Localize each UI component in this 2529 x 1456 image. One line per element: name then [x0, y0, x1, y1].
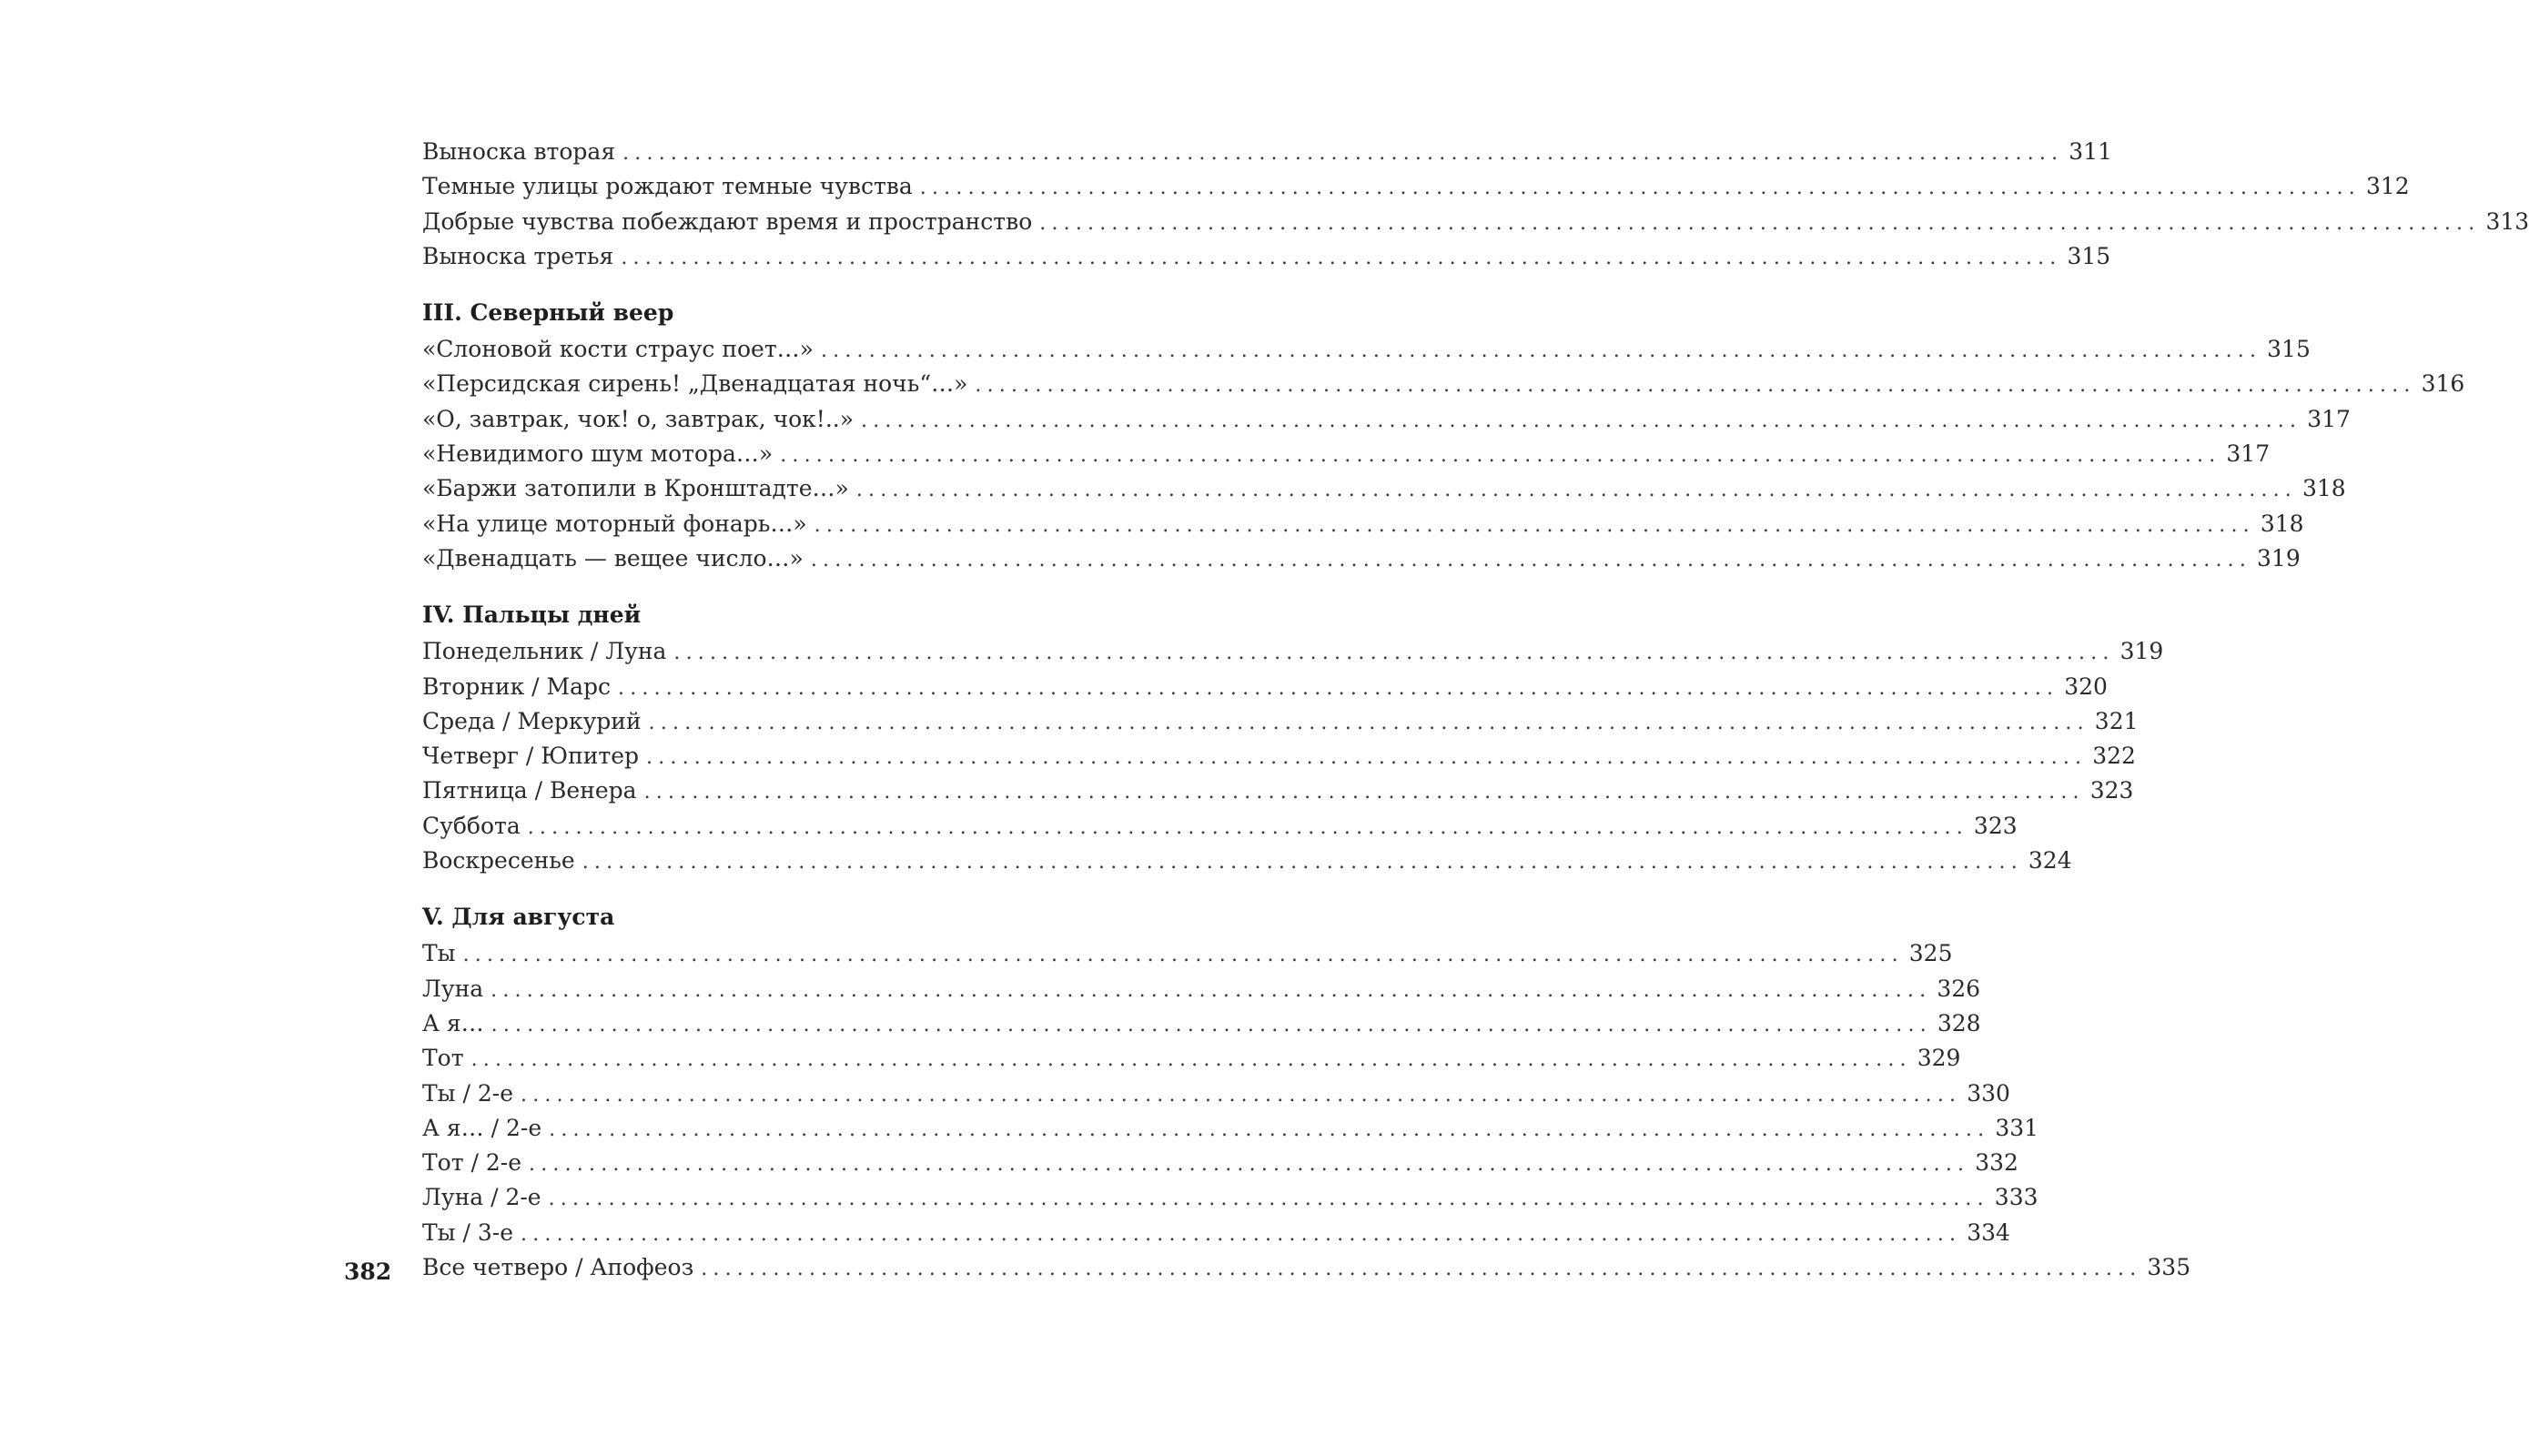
entry-title: Среда / Меркурий: [422, 704, 649, 739]
entry-title: Тот / 2-е: [422, 1146, 529, 1180]
toc-entry: [422, 774, 2134, 808]
toc-entry: [422, 367, 2465, 401]
entry-page: 328: [1937, 1009, 1981, 1036]
toc-entry: [422, 1006, 1981, 1041]
toc-entry: [422, 972, 1981, 1006]
leader-dots: ........................................................................................................................: [618, 676, 2059, 700]
leader-dots: ........................................................................................................................: [529, 1153, 1970, 1177]
leader-dots: ........................................................................................................................: [919, 177, 2361, 200]
leader-dots: ........................................................................................................................: [975, 374, 2416, 398]
leader-dots: ........................................................................................................................: [1039, 211, 2481, 235]
entry-title: Выноска третья: [422, 239, 621, 274]
leader-dots: ........................................................................................................................: [491, 978, 1932, 1002]
toc-entry: [422, 670, 2108, 704]
entry-page: 311: [2069, 138, 2113, 165]
toc-entry: [422, 1216, 2010, 1250]
toc-entry: [422, 844, 2072, 878]
entry-page: 323: [1973, 812, 2018, 839]
entry-page: 319: [2257, 544, 2301, 571]
entry-title: «Баржи затопили в Кронштадте…»: [422, 471, 856, 506]
entry-title: Воскресенье: [422, 844, 582, 878]
entry-title: «Персидская сирень! „Двенадцатая ночь“…»: [422, 367, 975, 401]
leader-dots: ........................................................................................................................: [582, 851, 2023, 875]
entry-page: 315: [2267, 336, 2311, 363]
entry-page: 329: [1917, 1045, 1961, 1072]
entry-title: Суббота: [422, 809, 528, 844]
entry-page: 313: [2485, 207, 2529, 235]
leader-dots: ........................................................................................................................: [814, 513, 2255, 537]
entry-page: 333: [1994, 1184, 2038, 1211]
entry-title: Ты: [422, 936, 463, 971]
leader-dots: ........................................................................................................................: [810, 548, 2252, 571]
section-4: [422, 596, 2164, 878]
toc-entry: [422, 1146, 2018, 1180]
toc-entry: [422, 1111, 2039, 1146]
leader-dots: ........................................................................................................................: [861, 409, 2302, 432]
toc-entry: [422, 704, 2139, 739]
entry-page: 323: [2089, 777, 2134, 804]
entry-title: А я…: [422, 1006, 491, 1041]
toc-entry: [422, 541, 2301, 576]
toc-entry: [422, 402, 2351, 437]
toc-entry: [422, 1077, 2010, 1111]
leader-dots: ........................................................................................................................: [673, 642, 2115, 665]
leader-dots: ........................................................................................................................: [621, 246, 2062, 269]
leader-dots: ........................................................................................................................: [470, 1048, 1912, 1072]
entry-page: 320: [2064, 672, 2108, 700]
entry-page: 335: [2147, 1254, 2191, 1281]
entry-title: Темные улицы рождают темные чувства: [422, 169, 920, 204]
entry-title: Вторник / Марс: [422, 670, 618, 704]
toc-entry: [422, 634, 2164, 669]
entry-page: 312: [2365, 173, 2410, 200]
toc-entry: [422, 1180, 2038, 1215]
leader-dots: ........................................................................................................................: [701, 1258, 2142, 1281]
leader-dots: ........................................................................................................................: [521, 1083, 1962, 1107]
section-heading: IV. Пальцы дней: [422, 602, 642, 629]
entry-page: 325: [1908, 940, 1953, 967]
leader-dots: ........................................................................................................................: [855, 479, 2297, 502]
entry-title: Выноска вторая: [422, 135, 622, 169]
entry-title: «Невидимого шум мотора…»: [422, 437, 780, 471]
leader-dots: ........................................................................................................................: [491, 1013, 1932, 1036]
toc-entry: [422, 739, 2136, 774]
entry-title: А я… / 2-е: [422, 1111, 549, 1146]
entry-page: 326: [1937, 975, 1981, 1002]
section-heading: III. Северный веер: [422, 299, 674, 327]
entry-title: Луна / 2-е: [422, 1180, 549, 1215]
page-number: 382: [344, 1259, 392, 1285]
entry-title: Ты / 3-е: [422, 1216, 521, 1250]
entry-page: 322: [2092, 743, 2136, 770]
entry-title: Четверг / Юпитер: [422, 739, 646, 774]
entry-title: «О, завтрак, чок! о, завтрак, чок!..»: [422, 402, 861, 437]
toc-entry: [422, 507, 2304, 541]
section-5: [422, 898, 2191, 1285]
leader-dots: ........................................................................................................................: [648, 711, 2089, 734]
leader-dots: ........................................................................................................................: [646, 746, 2088, 770]
top-entries: [422, 135, 2529, 274]
entry-title: «Двенадцать — вещее число…»: [422, 541, 811, 576]
entry-page: 315: [2067, 242, 2111, 269]
entry-title: Луна: [422, 972, 491, 1006]
entry-page: 334: [1967, 1218, 2010, 1246]
toc-entry: [422, 135, 2113, 169]
leader-dots: ........................................................................................................................: [462, 944, 1904, 967]
leader-dots: ........................................................................................................................: [548, 1188, 1989, 1211]
toc-entry: [422, 1041, 1961, 1076]
leader-dots: ........................................................................................................................: [622, 142, 2064, 165]
entry-title: «На улице моторный фонарь…»: [422, 507, 814, 541]
entry-title: Пятница / Венера: [422, 774, 644, 808]
entry-title: «Слоновой кости страус поет…»: [422, 332, 821, 367]
table-of-contents: [422, 135, 2529, 1285]
toc-entry: [422, 1250, 2191, 1285]
entry-page: 331: [1995, 1114, 2039, 1141]
entry-title: Понедельник / Луна: [422, 634, 673, 669]
entry-page: 319: [2119, 638, 2164, 665]
entry-page: 324: [2028, 847, 2072, 875]
leader-dots: ........................................................................................................................: [820, 339, 2262, 363]
entry-page: 332: [1975, 1149, 2018, 1177]
leader-dots: ........................................................................................................................: [643, 781, 2085, 804]
toc-entry: [422, 205, 2529, 239]
entry-title: Добрые чувства побеждают время и пространство: [422, 205, 1039, 239]
entry-title: Ты / 2-е: [422, 1077, 521, 1111]
entry-page: 330: [1967, 1079, 2010, 1107]
toc-entry: [422, 169, 2410, 204]
leader-dots: ........................................................................................................................: [521, 1222, 1962, 1246]
entry-title: Все четверо / Апофеоз: [422, 1250, 701, 1285]
entry-title: Тот: [422, 1041, 471, 1076]
leader-dots: ........................................................................................................................: [527, 815, 1968, 839]
entry-page: 317: [2307, 405, 2351, 432]
toc-entry: [422, 332, 2311, 367]
section-3: [422, 294, 2465, 576]
section-heading: V. Для августа: [422, 904, 615, 931]
toc-entry: [422, 936, 1953, 971]
entry-page: 317: [2226, 440, 2271, 468]
entry-page: 318: [2260, 510, 2304, 537]
leader-dots: ........................................................................................................................: [780, 444, 2221, 468]
entry-page: 316: [2421, 370, 2465, 398]
entry-page: 321: [2094, 707, 2139, 734]
toc-entry: [422, 239, 2111, 274]
toc-entry: [422, 437, 2271, 471]
toc-entry: [422, 471, 2346, 506]
entry-page: 318: [2302, 475, 2346, 502]
leader-dots: ........................................................................................................................: [549, 1117, 1990, 1141]
toc-entry: [422, 809, 2018, 844]
